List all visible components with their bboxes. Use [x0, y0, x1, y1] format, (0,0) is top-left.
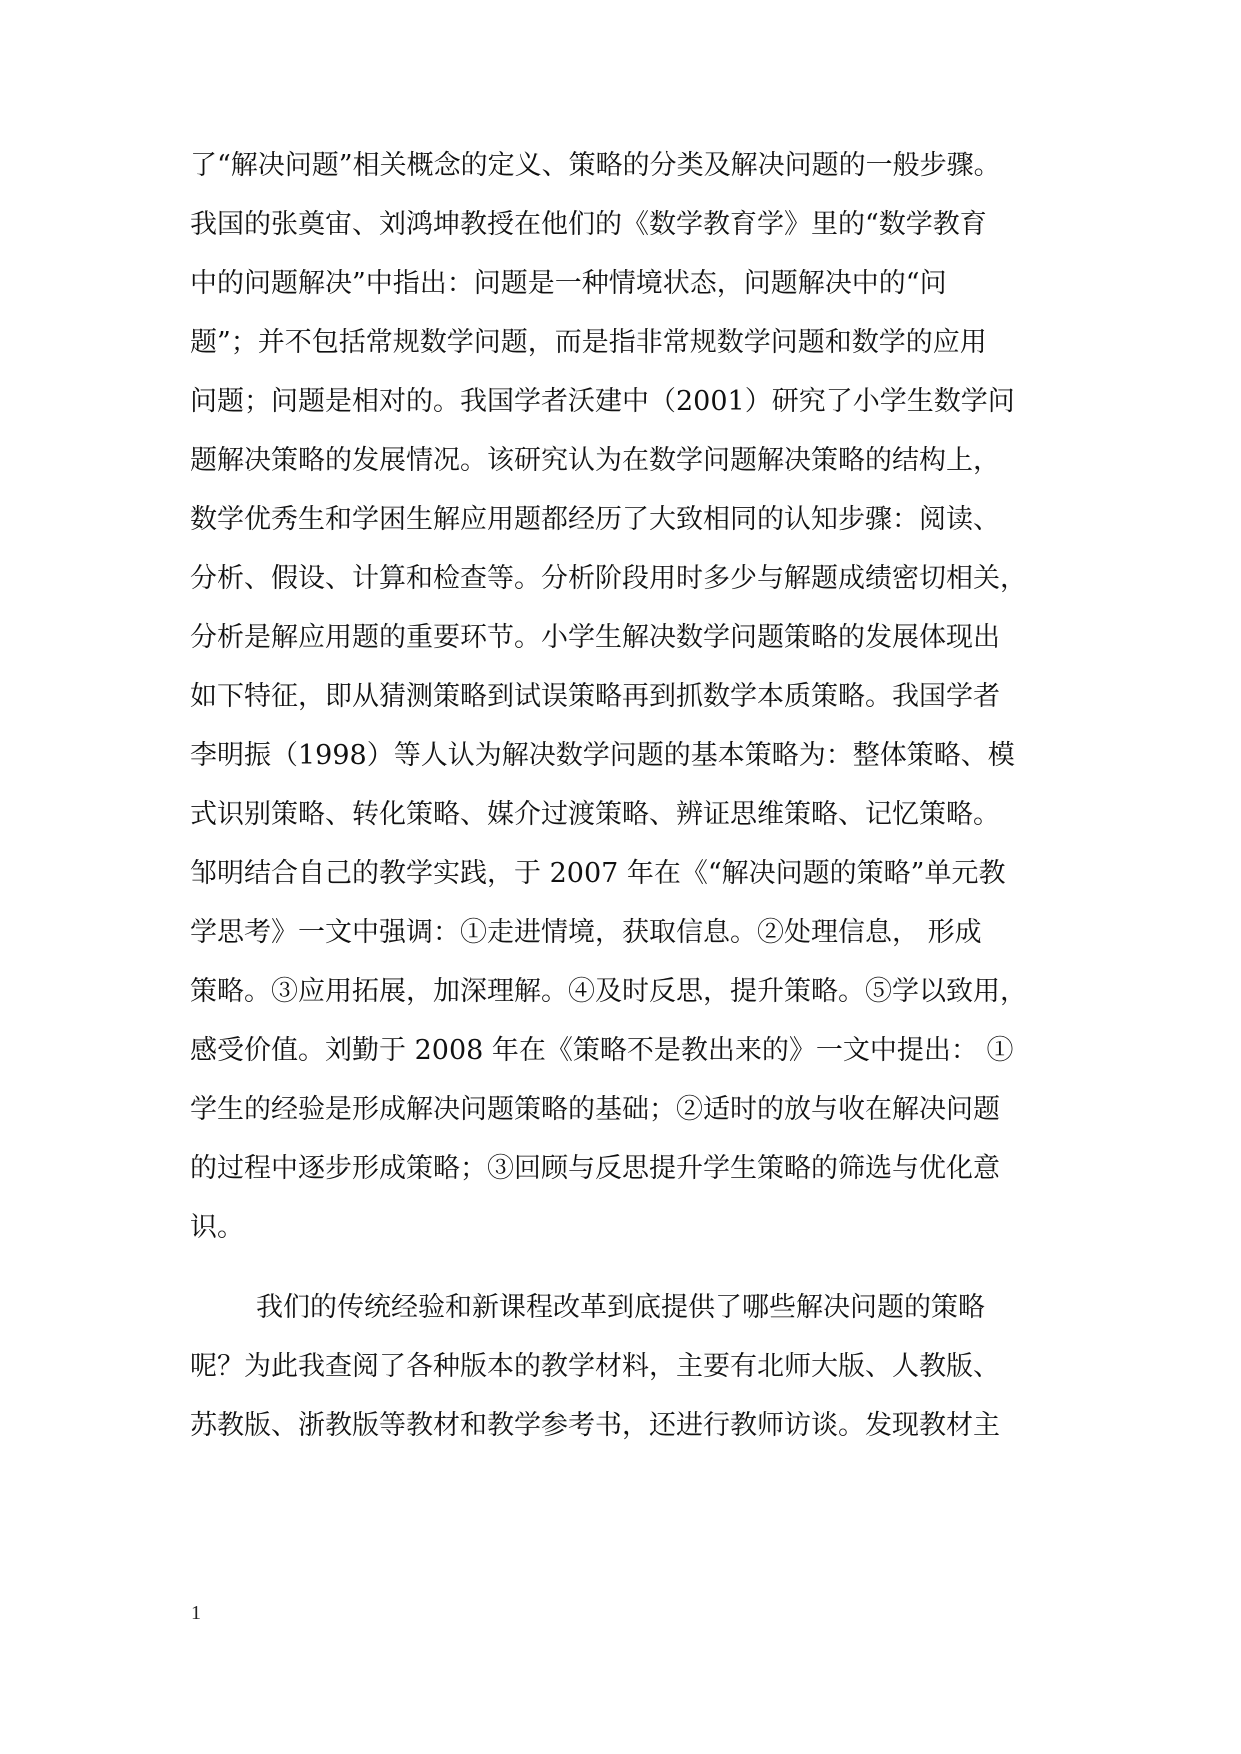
- text-line: 邹明结合自己的教学实践，于 2007 年在《“解决问题的策略”单元教: [190, 858, 1006, 889]
- text-line: 我国的张奠宙、刘鸿坤教授在他们的《数学教育学》里的“数学教育: [190, 209, 987, 240]
- text-line: 学生的经验是形成解决问题策略的基础；②适时的放与收在解决问题: [190, 1094, 1000, 1125]
- text-line: 分析是解应用题的重要环节。小学生解决数学问题策略的发展体现出: [190, 622, 1000, 653]
- text-line: 我们的传统经验和新课程改革到底提供了哪些解决问题的策略: [256, 1292, 985, 1323]
- text-line: 题”；并不包括常规数学问题，而是指非常规数学问题和数学的应用: [190, 327, 987, 358]
- text-line: 了“解决问题”相关概念的定义、策略的分类及解决问题的一般步骤。: [190, 150, 1001, 181]
- text-line: 如下特征，即从猜测策略到试误策略再到抓数学本质策略。我国学者: [190, 681, 1000, 712]
- text-line: 式识别策略、转化策略、媒介过渡策略、辨证思维策略、记忆策略。: [190, 799, 1000, 830]
- text-line: 策略。③应用拓展，加深理解。④及时反思，提升策略。⑤学以致用，: [190, 976, 1027, 1007]
- text-line: 中的问题解决”中指出：问题是一种情境状态，问题解决中的“问: [190, 268, 947, 299]
- text-line: 呢？为此我查阅了各种版本的教学材料，主要有北师大版、人教版、: [190, 1351, 1000, 1382]
- text-line: 李明振（1998）等人认为解决数学问题的基本策略为：整体策略、模: [190, 740, 1015, 771]
- text-line: 识。: [190, 1212, 244, 1243]
- paragraph-2: [190, 1278, 1058, 1455]
- text-line: 题解决策略的发展情况。该研究认为在数学问题解决策略的结构上，: [190, 445, 1000, 476]
- text-line: 苏教版、浙教版等教材和教学参考书，还进行教师访谈。发现教材主: [190, 1410, 1000, 1441]
- text-line: 问题；问题是相对的。我国学者沃建中（2001）研究了小学生数学问: [190, 386, 1015, 417]
- text-line: 数学优秀生和学困生解应用题都经历了大致相同的认知步骤：阅读、: [190, 504, 1000, 535]
- text-line: 感受价值。刘勤于 2008 年在《策略不是教出来的》一文中提出： ①: [190, 1035, 1014, 1066]
- paragraph-spacing: [190, 1257, 1058, 1278]
- page-number: 1: [191, 1602, 201, 1624]
- text-line: 的过程中逐步形成策略；③回顾与反思提升学生策略的筛选与优化意: [190, 1153, 1000, 1184]
- paragraph-1: [190, 136, 1058, 1257]
- text-line: 分析、假设、计算和检查等。分析阶段用时多少与解题成绩密切相关，: [190, 563, 1027, 594]
- body-text: [190, 136, 1058, 1455]
- text-line: 学思考》一文中强调：①走进情境，获取信息。②处理信息， 形成: [190, 917, 982, 948]
